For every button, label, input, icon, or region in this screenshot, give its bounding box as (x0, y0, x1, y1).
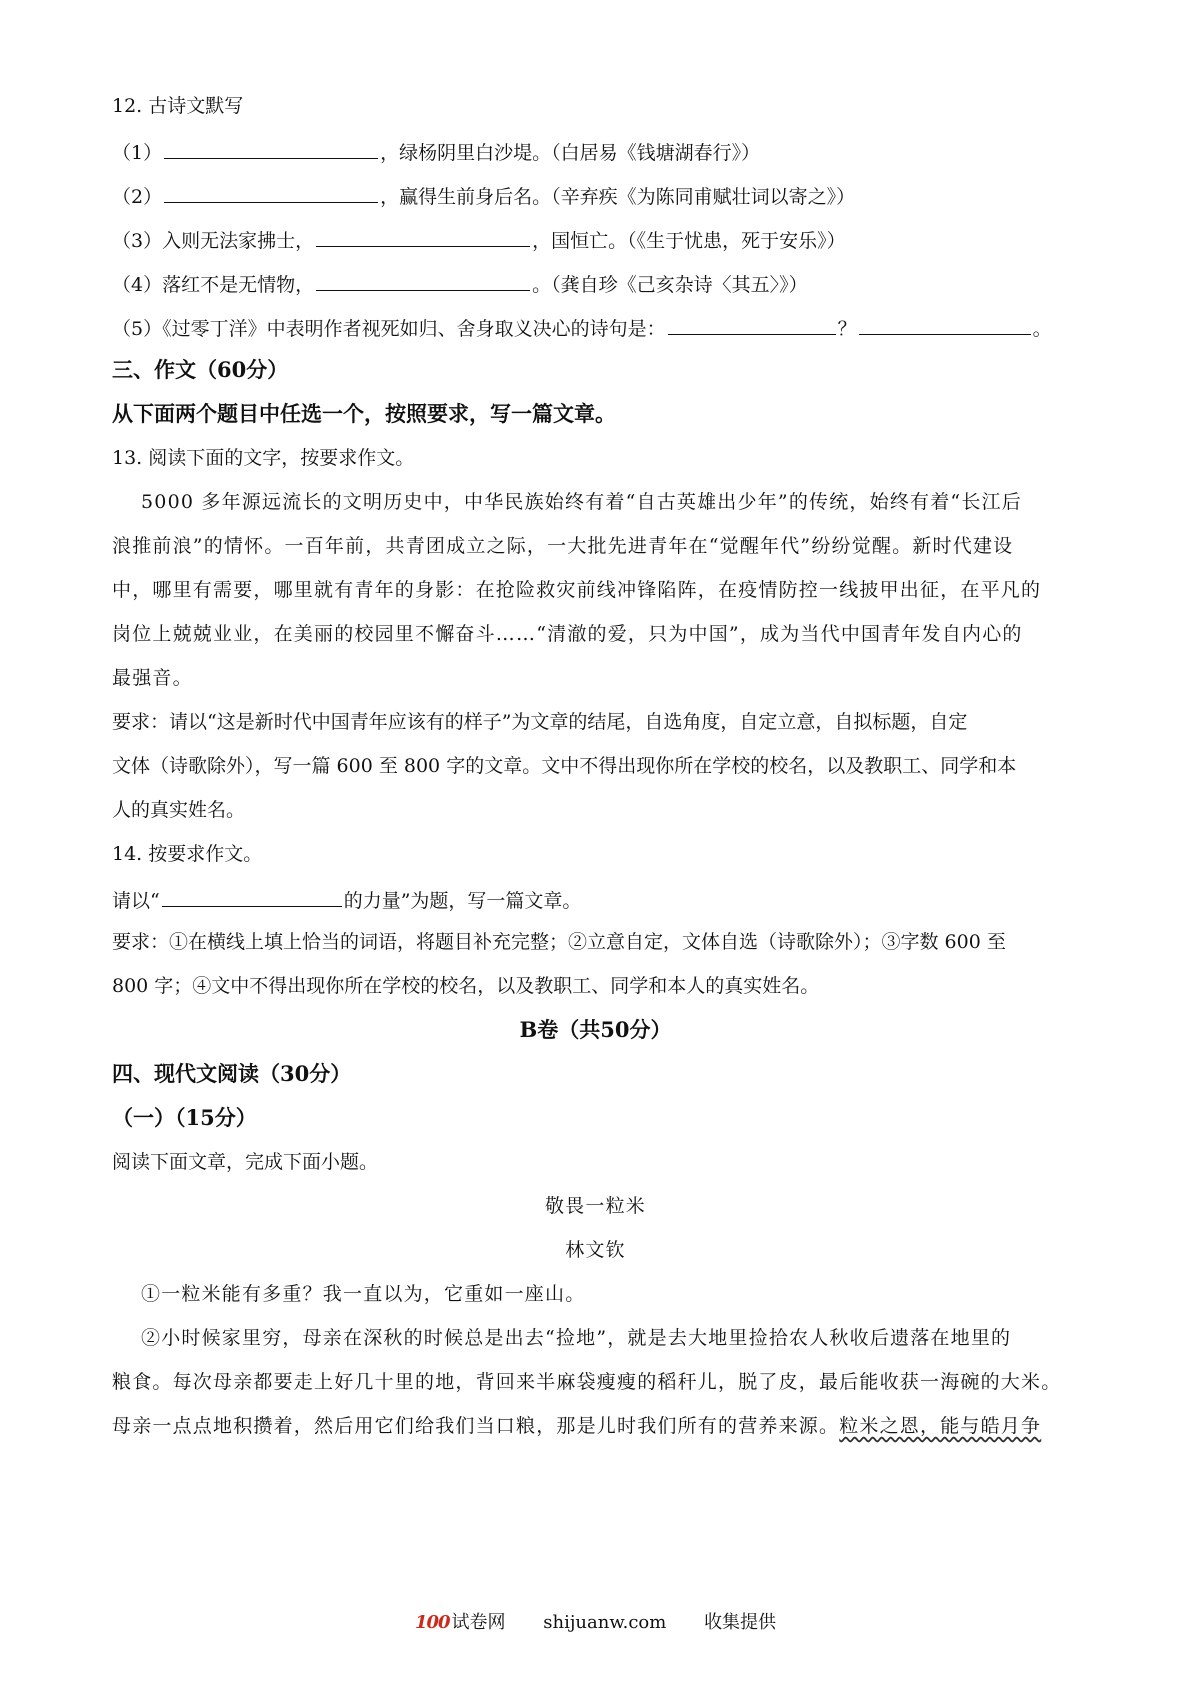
title-blank[interactable] (162, 884, 342, 907)
article-paragraph-2-line (112, 1412, 1041, 1440)
q13-requirement-line: 文体（诗歌除外），写一篇 600 至 800 字的文章。文中不得出现你所在学校的校名，以及教职工、同学和本 (112, 755, 1017, 777)
section-3-instruction: 从下面两个题目中任选一个，按照要求，写一篇文章。 (112, 401, 616, 426)
q13-passage-line: 浪推前浪”的情怀。一百年前，共青团成立之际，一大批先进青年在“觉醒年代”纷纷觉醒。新时代建设 (112, 535, 1014, 557)
prompt-text: 的力量”为题，写一篇文章。 (343, 890, 582, 912)
q12-item-5 (112, 312, 1052, 343)
page-footer (0, 1608, 1191, 1634)
q13-passage-line: 5000 多年源远流长的文明历史中，中华民族始终有着“自古英雄出少年”的传统，始终有着“长江后 (141, 491, 1022, 513)
q13-requirement-line: 要求：请以“这是新时代中国青年应该有的样子”为文章的结尾，自选角度，自定立意，自拟标题，自定 (112, 711, 968, 733)
q13-passage-line: 中，哪里有需要，哪里就有青年的身影：在抢险救灾前线冲锋陷阵，在疫情防控一线披甲出征，在平凡的 (112, 579, 1042, 601)
site-logo-icon: 100 (414, 1612, 450, 1633)
q12-item-4 (112, 268, 808, 299)
item-text: ，赢得生前身后名。（辛弃疾《为陈同甫赋壮词以寄之》） (380, 186, 856, 208)
underlined-sentence: 粒米之恩，能与皓月争 (839, 1415, 1042, 1437)
q13-passage-line: 岗位上兢兢业业，在美丽的校园里不懈奋斗……“清澈的爱，只为中国”，成为当代中国青年发自内心的 (112, 623, 1023, 645)
paragraph-text: 母亲一点点地积攒着，然后用它们给我们当口粮，那是儿时我们所有的营养来源。 (112, 1415, 840, 1437)
answer-blank[interactable] (668, 312, 836, 335)
article-paragraph-2-line: 粮食。每次母亲都要走上好几十里的地，背回来半麻袋瘦瘦的稻秆儿，脱了皮，最后能收获一海碗的大米。 (112, 1371, 1062, 1393)
item-text: 落红不是无情物， (162, 274, 315, 296)
article-title: 敬畏一粒米 (544, 1195, 646, 1217)
q12-item-2 (112, 180, 855, 211)
item-number: （4） (112, 274, 163, 296)
item-text: 。（龚自珍《己亥杂诗〈其五〉》） (532, 274, 808, 296)
q14-prompt (112, 884, 581, 915)
q14-requirement-line: 要求：①在横线上填上恰当的词语，将题目补充完整；②立意自定，文体自选（诗歌除外）；③字数 600 至 (112, 931, 1006, 953)
q14-title: 14. 按要求作文。 (112, 843, 263, 865)
item-number: （5） (112, 318, 163, 340)
section-4-part-1: （一）（15分） (112, 1105, 257, 1130)
item-text: ？ (837, 318, 857, 340)
answer-blank[interactable] (316, 268, 530, 291)
section-3-heading: 三、作文（60分） (112, 357, 289, 382)
q14-requirement-line: 800 字；④文中不得出现你所在学校的校名，以及教职工、同学和本人的真实姓名。 (112, 975, 820, 997)
section-4-heading: 四、现代文阅读（30分） (112, 1061, 352, 1086)
item-text: 入则无法家拂士， (162, 230, 315, 252)
item-text: ，绿杨阴里白沙堤。（白居易《钱塘湖春行》） (380, 142, 761, 164)
q13-requirement-line: 人的真实姓名。 (112, 799, 246, 821)
article-author: 林文钦 (565, 1239, 626, 1261)
article-paragraph-2-line: ②小时候家里穷，母亲在深秋的时候总是出去“捡地”，就是去大地里捡拾农人秋收后遗落在地里的 (141, 1327, 1012, 1349)
prompt-text: 请以“ (112, 890, 160, 912)
answer-blank[interactable] (164, 136, 378, 159)
item-number: （2） (112, 186, 163, 208)
answer-blank[interactable] (859, 312, 1031, 335)
article-paragraph-1: ①一粒米能有多重？我一直以为，它重如一座山。 (141, 1283, 586, 1305)
q12-title: 12. 古诗文默写 (112, 95, 244, 117)
q13-passage-line: 最强音。 (112, 667, 193, 689)
site-domain[interactable]: shijuanw.com (543, 1612, 667, 1633)
q12-item-3 (112, 224, 846, 255)
site-logo-text: 试卷网 (451, 1612, 506, 1633)
answer-blank[interactable] (164, 180, 378, 203)
item-text: ，国恒亡。（《生于忧患，死于安乐》） (532, 230, 846, 252)
q12-item-1 (112, 136, 760, 167)
provider-text: 收集提供 (704, 1612, 777, 1633)
item-text: 。 (1032, 318, 1052, 340)
section-4-instruction: 阅读下面文章，完成下面小题。 (112, 1151, 379, 1173)
q13-title: 13. 阅读下面的文字，按要求作文。 (112, 447, 415, 469)
answer-blank[interactable] (316, 224, 530, 247)
item-number: （3） (112, 230, 163, 252)
volume-b-heading: B卷（共50分） (519, 1017, 672, 1042)
item-text: 《过零丁洋》中表明作者视死如归、舍身取义决心的诗句是： (162, 318, 666, 340)
item-number: （1） (112, 142, 163, 164)
